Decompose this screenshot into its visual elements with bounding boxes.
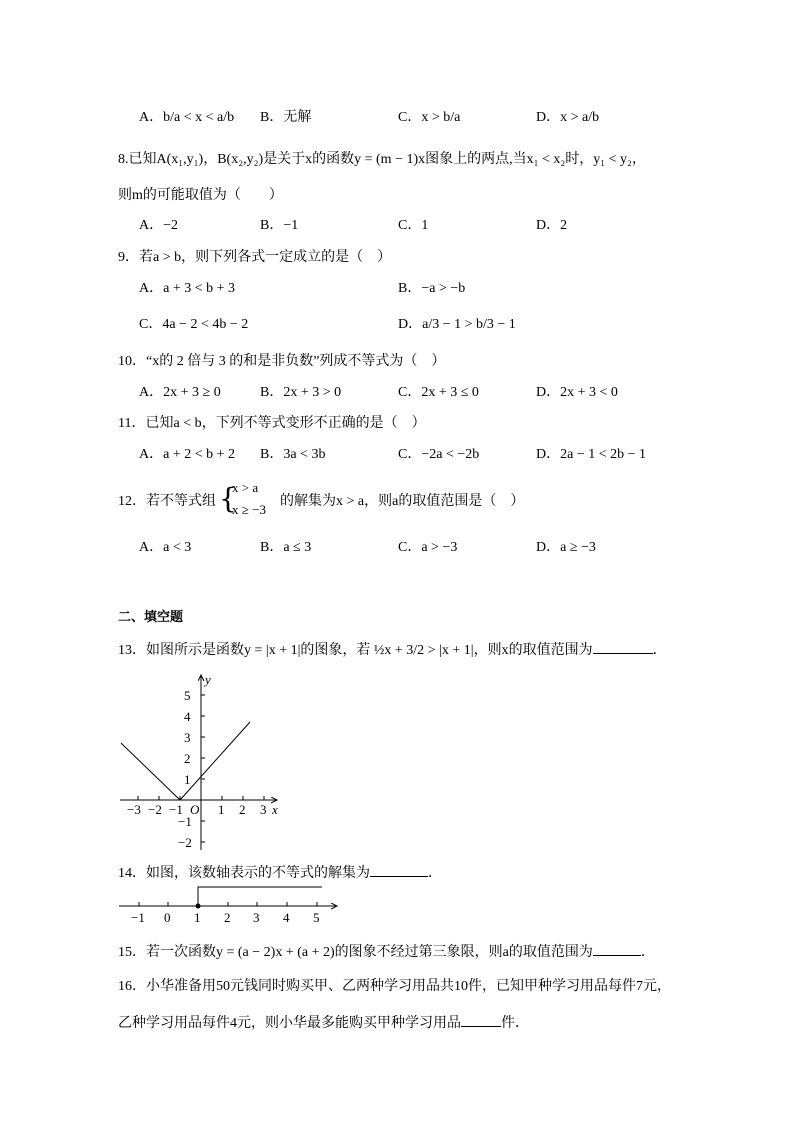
q14-stem-text: 14．如图，该数轴表示的不等式的解集为 [118, 866, 370, 881]
q14-tick-label: 0 [164, 910, 171, 925]
q16-stem-text: 乙种学习用品每件4元，则小华最多能购买甲种学习用品 [118, 1016, 461, 1031]
q15-stem [118, 941, 655, 963]
q13-y-axis-label: y [205, 672, 211, 687]
q8-stem-line2: 则m的可能取值为（ ） [118, 188, 283, 203]
q13-y-tick-label: 3 [184, 730, 191, 745]
q13-y-tick-label: 1 [184, 772, 191, 787]
q13-graph [112, 670, 292, 855]
q13-y-tick-label: −1 [178, 814, 192, 829]
q13-x-tick-label: −2 [148, 802, 162, 817]
q13-graph-left-branch [121, 743, 180, 800]
q14-number-line [115, 880, 345, 925]
q12-option-c: C．a > −3 [398, 540, 458, 555]
q12-option-b: B．a ≤ 3 [260, 540, 312, 555]
q9-option-a: A．a + 3 < b + 3 [139, 281, 236, 296]
q13-origin-label: O [190, 802, 200, 817]
q14-tick-label: 2 [224, 910, 231, 925]
q14-solid-dot [196, 904, 201, 909]
q12-stem-after: 的解集为x > a，则a的取值范围是（ ） [280, 494, 525, 509]
q8-option-a: A．−2 [139, 218, 179, 233]
q13-x-tick-label: 1 [218, 802, 225, 817]
q11-option-b: B．3a < 3b [260, 447, 326, 462]
q16-stem-line1: 16．小华准备用50元钱同时购买甲、乙两种学习用品共10件，已知甲种学习用品每件7元， [118, 979, 671, 994]
q14-tick-label: −1 [131, 910, 145, 925]
q8-stem-line1: 8.已知A(x₁,y₁)，B(x₂,y₂)是关于x的函数y = (m − 1)x图象上的两点,当x₁ < x₂时，y₁ < y₂， [118, 152, 646, 167]
q7-option-c: C．x > b/a [398, 110, 461, 125]
q15-answer-blank [593, 941, 641, 956]
q14-tick-label: 5 [313, 910, 320, 925]
q8-option-b: B．−1 [260, 218, 299, 233]
q15-period: ． [640, 945, 655, 960]
q14-period: ． [428, 866, 442, 881]
q9-option-d: D．a/3 − 1 > b/3 − 1 [398, 317, 516, 332]
q11-option-a: A．a + 2 < b + 2 [139, 447, 236, 462]
q8-option-c: C．1 [398, 218, 429, 233]
q9-option-c: C．4a − 2 < 4b − 2 [139, 317, 249, 332]
q16-answer-blank [461, 1012, 501, 1027]
q13-graph-right-branch [180, 722, 250, 800]
q11-stem: 11．已知a < b，下列不等式变形不正确的是（ ） [118, 416, 426, 431]
q13-y-tick-label: 5 [184, 688, 191, 703]
q13-x-tick-label: 2 [239, 802, 246, 817]
q16-stem-line2 [118, 1012, 529, 1034]
q14-tick-label: 3 [253, 910, 260, 925]
q14-answer-blank [370, 862, 428, 877]
q7-option-b: B．无解 [260, 110, 312, 125]
q10-stem: 10．“x的 2 倍与 3 的和是非负数”列成不等式为（ ） [118, 354, 446, 369]
q13-stem [118, 639, 667, 661]
q13-x-tick-label: −3 [127, 802, 141, 817]
q12-stem-before: 12．若不等式组 [118, 494, 216, 509]
q10-option-b: B．2x + 3 > 0 [260, 385, 342, 400]
q12-system-line2: x ≥ −3 [232, 502, 266, 517]
q13-answer-blank [593, 639, 653, 654]
q13-x-axis-label: x [272, 802, 278, 817]
q7-option-a: A．b/a < x < a/b [139, 110, 235, 125]
q16-stem-end: 件． [501, 1016, 529, 1031]
q13-stem-text: 13．如图所示是函数y = |x + 1|的图象，若 ½x + 3/2 > |x + 1|，则x的取值范围为 [118, 643, 593, 658]
q12-brace: { [219, 482, 237, 515]
q8-option-d: D．2 [536, 218, 568, 233]
q13-y-ticks [201, 695, 205, 842]
q10-option-d: D．2x + 3 < 0 [536, 385, 618, 400]
q13-period: ． [652, 643, 667, 658]
q9-stem: 9．若a > b，则下列各式一定成立的是（ ） [118, 250, 392, 265]
q14-tick-label: 4 [283, 910, 290, 925]
q13-y-tick-label: 4 [184, 709, 191, 724]
q12-option-d: D．a ≥ −3 [536, 540, 596, 555]
q10-option-c: C．2x + 3 ≤ 0 [398, 385, 479, 400]
q7-option-d: D．x > a/b [536, 110, 600, 125]
q12-system-line1: x > a [232, 480, 259, 495]
q11-option-c: C．−2a < −2b [398, 447, 480, 462]
q11-option-d: D．2a − 1 < 2b − 1 [536, 447, 647, 462]
q13-x-tick-label: −1 [169, 802, 183, 817]
q14-solution-ray [198, 887, 322, 906]
section-title: 二、填空题 [118, 610, 184, 625]
q15-stem-text: 15．若一次函数y = (a − 2)x + (a + 2)的图象不经过第三象限，则a的取值范围为 [118, 945, 593, 960]
q13-x-tick-label: 3 [260, 802, 267, 817]
q13-y-tick-label: −2 [178, 835, 192, 850]
q12-option-a: A．a < 3 [139, 540, 192, 555]
q10-option-a: A．2x + 3 ≥ 0 [139, 385, 221, 400]
q14-tick-label: 1 [194, 910, 201, 925]
q13-y-tick-label: 2 [184, 751, 191, 766]
q14-ticks [139, 902, 317, 906]
q9-option-b: B．−a > −b [398, 281, 466, 296]
